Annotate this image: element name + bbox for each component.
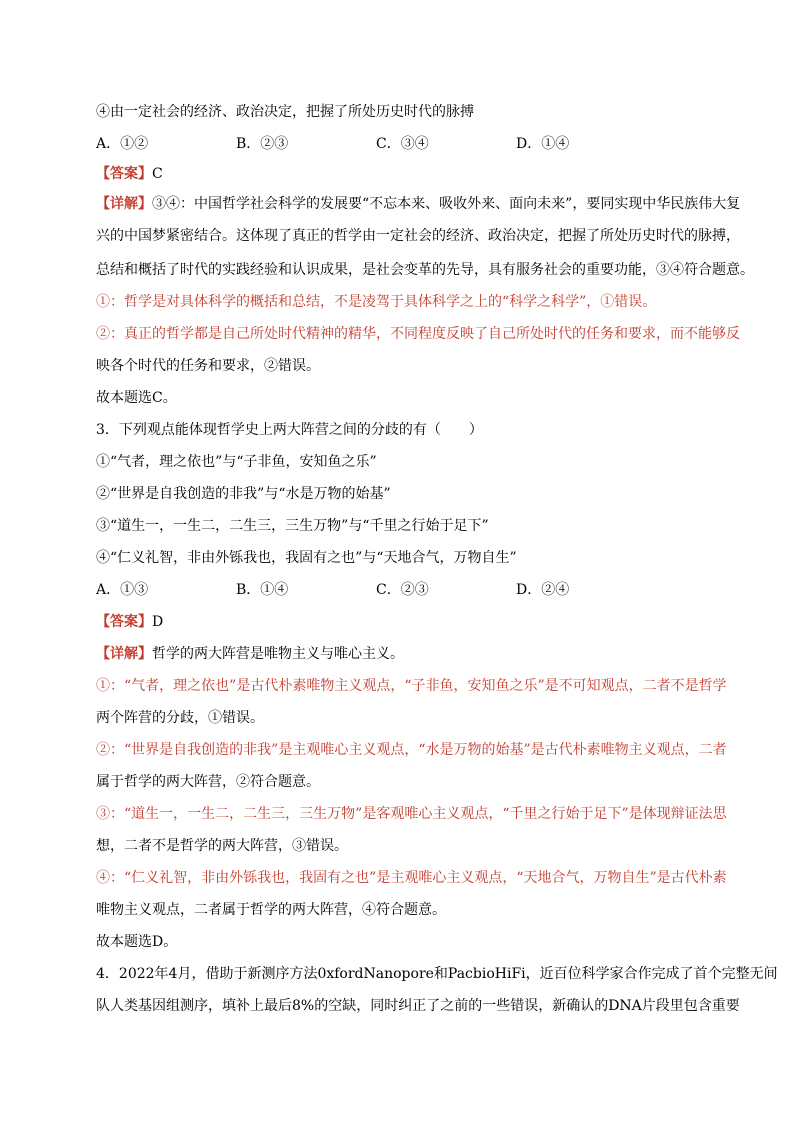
q3-options: [96, 580, 656, 600]
q2-option-d: D．①④: [516, 136, 570, 152]
q2-option-b: B．②③: [236, 136, 289, 152]
q2-answer-tag: 【答案】: [96, 166, 152, 182]
q3-item-2: ②“世界是自我创造的非我”与“水是万物的始基”: [96, 486, 391, 502]
q2-answer-line: [96, 164, 163, 184]
q2-answer: C: [152, 166, 163, 182]
q3-detail-text: 哲学的两大阵营是唯物主义与唯心主义。: [152, 646, 404, 662]
q3-analysis-1b: 两个阵营的分歧，①错误。: [96, 710, 264, 726]
q3-answer-tag: 【答案】: [96, 614, 152, 630]
q2-analysis-2a: ②：真正的哲学都是自己所处时代精神的精华，不同程度反映了自己所处时代的任务和要求，而不能够反: [96, 326, 740, 342]
q3-analysis-4b: 唯物主义观点，二者属于哲学的两大阵营，④符合题意。: [96, 902, 446, 918]
q2-conclusion: 故本题选C。: [96, 390, 177, 406]
q3-detail-line: [96, 644, 404, 664]
q2-detail-line-3: 总结和概括了时代的实践经验和认识成果，是社会变革的先导，具有服务社会的重要功能，③④符合题意。: [96, 262, 754, 278]
q3-stem: 3．下列观点能体现哲学史上两大阵营之间的分歧的有（ ）: [96, 422, 483, 438]
q2-options: [96, 134, 656, 154]
q2-option-a: A．①②: [96, 136, 149, 152]
q3-answer: D: [152, 614, 164, 630]
q3-analysis-1a: ①：“气者，理之依也”是古代朴素唯物主义观点，“子非鱼，安知鱼之乐”是不可知观点，二者不是哲学: [96, 678, 727, 694]
q3-answer-line: [96, 612, 163, 632]
q2-detail-tag: 【详解】: [96, 196, 152, 212]
q4-stem-line-1: 4．2022年4月，借助于新测序方法0xfordNanopore和PacbioHiFi，近百位科学家合作完成了首个完整无间: [96, 966, 778, 982]
q3-option-a: A．①③: [96, 582, 149, 598]
q2-detail-line-2: 兴的中国梦紧密结合。这体现了真正的哲学由一定社会的经济、政治决定，把握了所处历史时代的脉搏，: [96, 228, 740, 244]
q3-analysis-4a: ④：“仁义礼智，非由外铄我也，我固有之也”是主观唯心主义观点，“天地合气，万物自生”是古代朴素: [96, 870, 727, 886]
q3-analysis-2b: 属于哲学的两大阵营，②符合题意。: [96, 774, 320, 790]
q3-analysis-2a: ②：“世界是自我创造的非我”是主观唯心主义观点，“水是万物的始基”是古代朴素唯物主义观点，二者: [96, 742, 727, 758]
q2-analysis-1: ①：哲学是对具体科学的概括和总结，不是凌驾于具体科学之上的“科学之科学”，①错误。: [96, 294, 657, 310]
q2-analysis-2b: 映各个时代的任务和要求，②错误。: [96, 358, 320, 374]
q3-option-b: B．①④: [236, 582, 289, 598]
q3-item-1: ①“气者，理之依也”与“子非鱼，安知鱼之乐”: [96, 454, 377, 470]
q3-conclusion: 故本题选D。: [96, 934, 178, 950]
q2-detail-line-1: [96, 194, 740, 214]
q3-option-d: D．②④: [516, 582, 570, 598]
q3-option-c: C．②③: [376, 582, 429, 598]
q3-item-3: ③“道生一，一生二，二生三，三生万物”与“千里之行始于足下”: [96, 518, 489, 534]
q3-detail-tag: 【详解】: [96, 646, 152, 662]
q3-analysis-3b: 想，二者不是哲学的两大阵营，③错误。: [96, 838, 348, 854]
q3-analysis-3a: ③：“道生一，一生二，二生三，三生万物”是客观唯心主义观点，“千里之行始于足下”是体现辩证法思: [96, 806, 727, 822]
q3-item-4: ④“仁义礼智，非由外铄我也，我固有之也”与“天地合气，万物自生”: [96, 550, 517, 566]
q2-option-c: C．③④: [376, 136, 429, 152]
q2-item-4: ④由一定社会的经济、政治决定，把握了所处历史时代的脉搏: [96, 104, 474, 120]
q4-stem-line-2: 队人类基因组测序，填补上最后8%的空缺，同时纠正了之前的一些错误，新确认的DNA片段里包含重要: [96, 998, 740, 1014]
q2-detail-text-1: ③④：中国哲学社会科学的发展要“不忘本来、吸收外来、面向未来”，要同实现中华民族伟大复: [152, 196, 741, 212]
